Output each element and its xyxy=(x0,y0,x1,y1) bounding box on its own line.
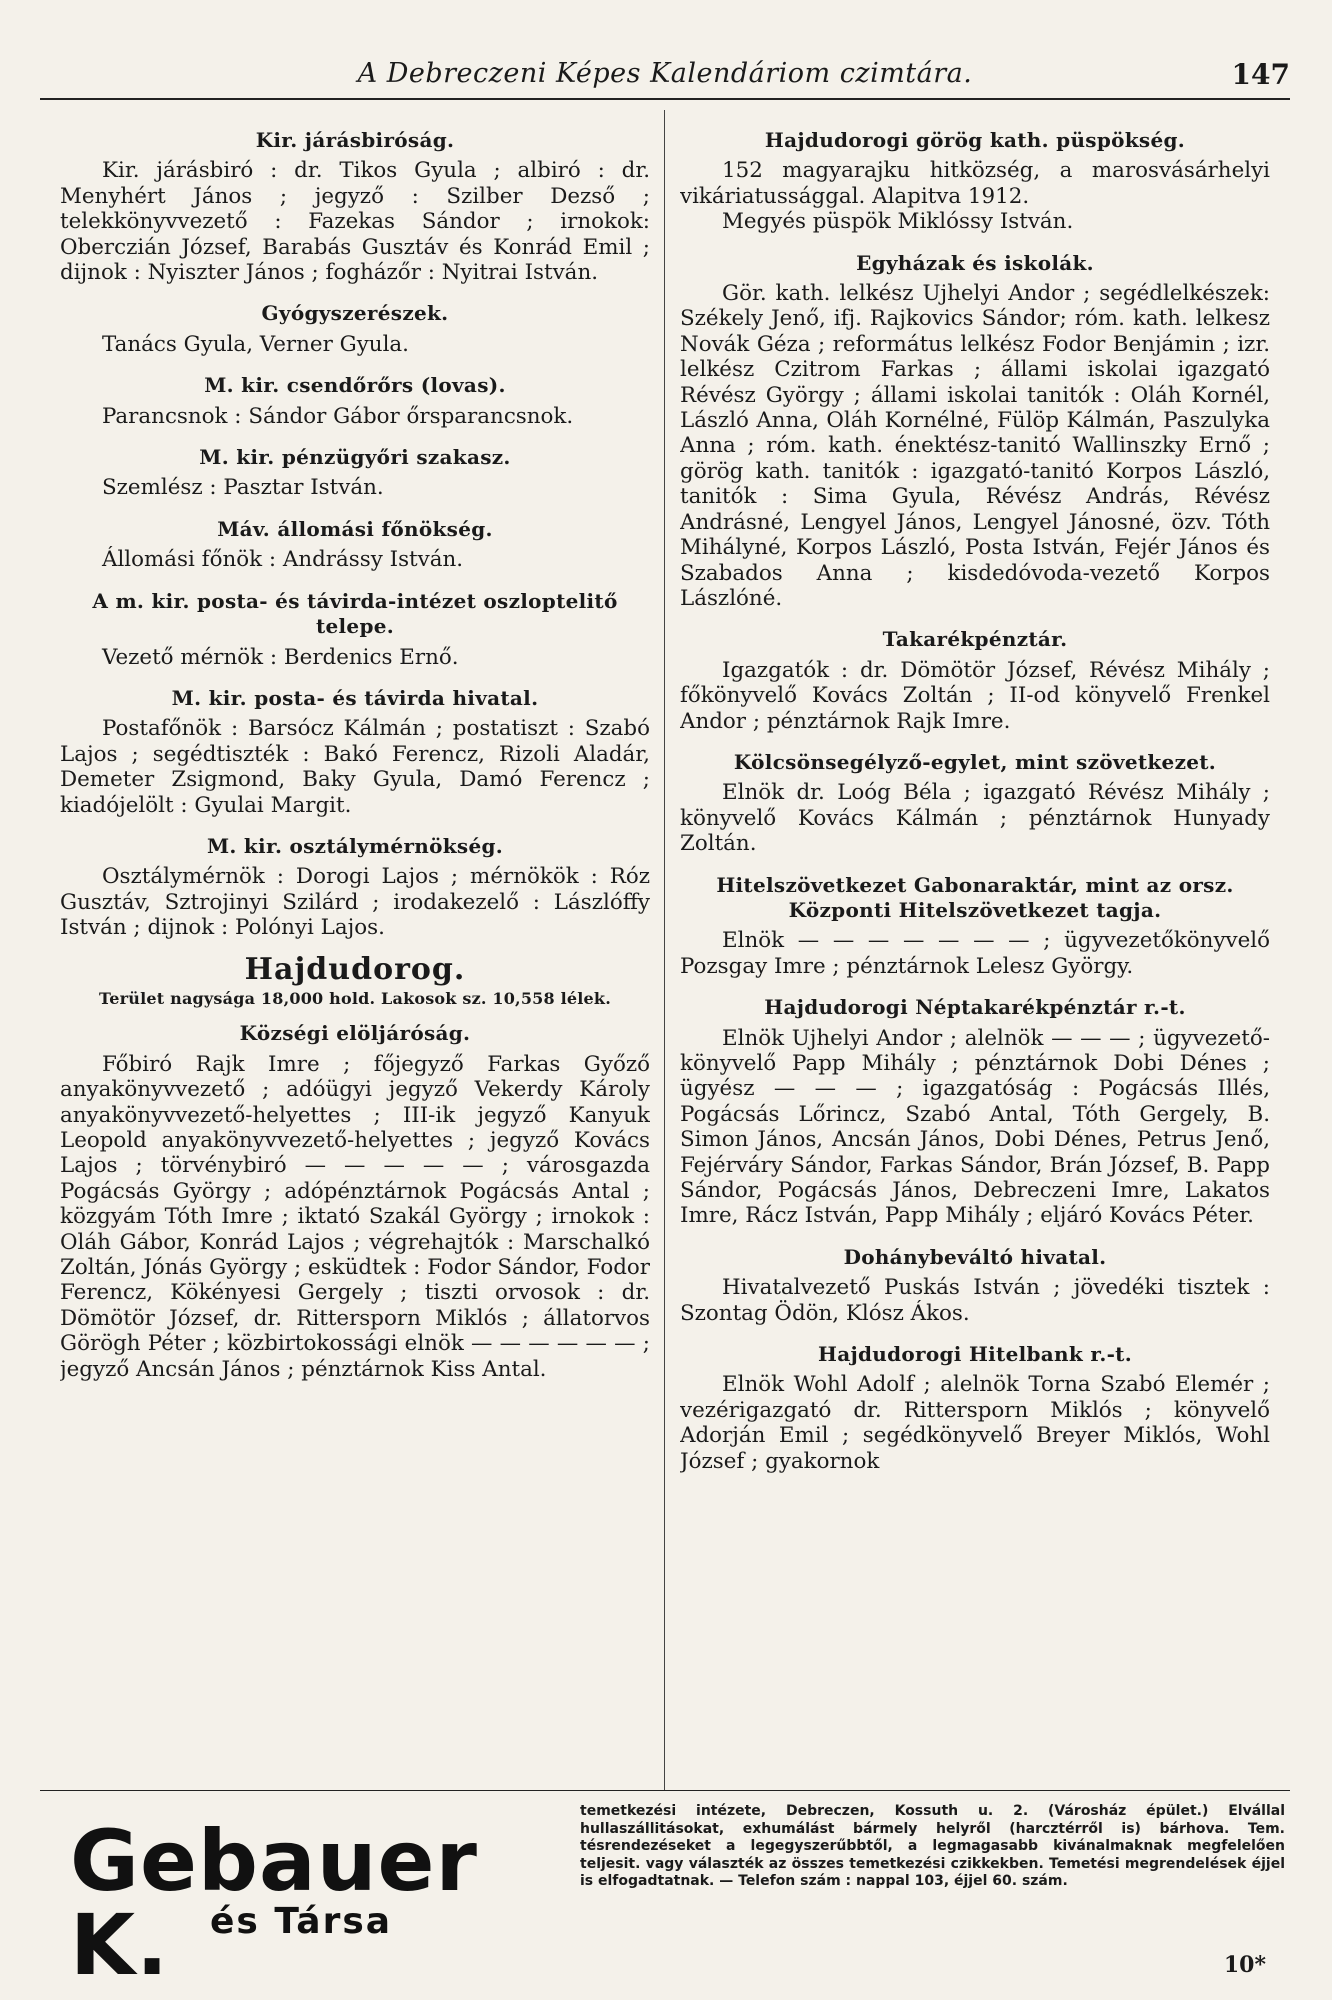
section-heading: Hajdudorogi Hitelbank r.-t. xyxy=(818,1342,1132,1367)
section-paragraph: Megyés püspök Miklóssy István. xyxy=(722,209,1074,235)
section-heading: Kir. járásbiróság. xyxy=(255,128,455,152)
section-paragraph: Állomási főnök : Andrássy István. xyxy=(102,547,464,573)
section xyxy=(60,373,650,429)
running-title: A Debreczeni Képes Kalendáriom czimtára. xyxy=(357,58,973,89)
ad-text: temetkezési intézete, Debreczen, Kossuth u. 2. (Városház épület.) Elvállal hullaszállitásokat, exhumálást bármely helyről (harcztérről is) bárhova. Tem. tésrendezéseket a legegyszerűbbtől, a legmagasabb kivánalmaknak megfelelően teljesit. vagy választék az összes temetkezési czikkekben. Temetési megrendelések éjjel is elfogadtatnak. — Telefon szám : nappal 103, éjjel 60. szám. xyxy=(580,1803,1285,1889)
section-heading: M. kir. pénzügyőri szakasz. xyxy=(199,445,511,470)
section xyxy=(680,251,1270,612)
section-heading: M. kir. csendőrőrs (lovas). xyxy=(204,373,506,398)
section-paragraph: Elnök dr. Loóg Béla ; igazgató Révész Mihály ; könyvelő Kovács Kálmán ; pénztárnok Hunyady Zoltán. xyxy=(680,780,1270,857)
section-heading: A m. kir. posta- és távirda-intézet oszloptelitő telepe. xyxy=(92,588,618,639)
section-heading: Takarékpénztár. xyxy=(882,627,1068,652)
section xyxy=(60,589,650,670)
section xyxy=(680,873,1270,980)
section xyxy=(680,1245,1270,1326)
section-paragraph: Elnök — — — — — — — ; ügyvezetőkönyvelő Pozsgay Imre ; pénztárnok Lelesz György. xyxy=(680,928,1270,979)
section xyxy=(60,834,650,941)
section-heading: Hajdudorogi Néptakarékpénztár r.-t. xyxy=(764,995,1186,1020)
section xyxy=(60,301,650,357)
section-heading: M. kir. osztálymérnökség. xyxy=(206,833,504,858)
section xyxy=(60,686,650,818)
column-divider xyxy=(664,110,665,1790)
section-heading: Máv. állomási főnökség. xyxy=(217,516,493,541)
section-paragraph: Vezető mérnök : Berdenics Ernő. xyxy=(102,644,459,670)
section-paragraph: Postafőnök : Barsócz Kálmán ; postatiszt : Szabó Lajos ; segédtiszték : Bakó Ferencz, Rizoli Aladár, Demeter Zsigmond, Baky Gyula, Damó Ferencz ; kiadójelölt : Gyulai Margit. xyxy=(60,716,650,818)
section-paragraph: Elnök Wohl Adolf ; alelnök Torna Szabó Elemér ; vezérigazgató dr. Rittersporn Miklós ; könyvelő Adorján Emil ; segédkönyvelő Breyer Miklós, Wohl József ; gyakornok xyxy=(680,1372,1270,1474)
section-heading: Kölcsönsegélyző-egylet, mint szövetkezet. xyxy=(733,749,1217,774)
section-heading: Gyógyszerészek. xyxy=(261,301,449,326)
section-paragraph: Parancsnok : Sándor Gábor őrsparancsnok. xyxy=(102,403,574,429)
section-paragraph: Szemlész : Pasztar István. xyxy=(102,475,384,501)
section xyxy=(680,1342,1270,1474)
right-column xyxy=(680,128,1270,1768)
section-paragraph: Hivatalvezető Puskás István ; jövedéki tisztek : Szontag Ödön, Klósz Ákos. xyxy=(680,1275,1270,1326)
section xyxy=(680,995,1270,1229)
advertisement xyxy=(40,1790,1290,1994)
section-heading: Egyházak és iskolák. xyxy=(856,250,1094,275)
section-paragraph: Tanács Gyula, Verner Gyula. xyxy=(102,331,409,357)
ad-brand: Gebauer K. xyxy=(70,1812,478,1994)
section xyxy=(60,517,650,573)
section-heading: Hitelszövetkezet Gabonaraktár, mint az orsz. Központi Hitelszövetkezet tagja. xyxy=(716,872,1234,922)
section-heading: M. kir. posta- és távirda hivatal. xyxy=(171,685,539,710)
section-paragraph: Elnök Ujhelyi Andor ; alelnök — — — ; ügyvezető-könyvelő Papp Mihály ; pénztárnok Dobi Dénes ; ügyész — — — ; igazgatóság : Pogácsás Illés, Pogácsás Lőrincz, Szabó Antal, Tóth Gergely, B. Simon János, Ancsán János, Dobi Dénes, Petrus Jenő, Fejérváry Sándor, Farkas Sándor, Brán József, B. Papp Sándor, Pogácsás János, Debreczeni Imre, Lakatos Imre, Rácz István, Papp Mihály ; eljáró Kovács Péter. xyxy=(680,1025,1270,1229)
signature-mark: 10* xyxy=(1223,1952,1266,1978)
ad-subtitle: és Társa xyxy=(210,1901,393,1942)
section-paragraph: Gör. kath. lelkész Ujhelyi Andor ; segédlelkészek: Székely Jenő, ifj. Rajkovics Sándor; róm. kath. lelkesz Novák Géza ; református lelkész Fodor Benjámin ; izr. lelkész Czitrom Farkas ; állami iskolai igazgató Révész György ; állami iskolai tanitók : Oláh Kornél, László Anna, Oláh Kornélné, Fülöp Kálmán, Paszulyka Anna ; róm. kath. énektész-tanitó Wallinszky Ernő ; görög kath. tanitók : igazgató-tanitó Korpos László, tanitók : Sima Gyula, Révész András, Révész Andrásné, Lengyel János, Lengyel Jánosné, özv. Tóth Mihályné, Korpos László, Posta István, Fejér János és Szabados Anna ; kisdedóvoda-vezető Korpos Lászlóné. xyxy=(680,281,1270,611)
town-title: Hajdudorog. xyxy=(244,951,466,987)
section-heading: Hajdudorogi görög kath. püspökség. xyxy=(764,128,1186,152)
town-stats: Terület nagysága 18,000 hold. Lakosok sz. 10,558 lélek. xyxy=(99,988,611,1008)
page-header xyxy=(40,58,1290,100)
section-paragraph: Osztálymérnök : Dorogi Lajos ; mérnökök : Róz Gusztáv, Sztrojinyi Szilárd ; irodakezelő : Lászlóffy István ; dijnok : Polónyi Lajos. xyxy=(60,864,650,941)
section xyxy=(60,128,650,285)
section-paragraph: 152 magyarajku hitközség, a marosvásárhelyi vikáriatussággal. Alapitva 1912. xyxy=(680,158,1270,209)
page-number: 147 xyxy=(1231,58,1290,91)
left-column xyxy=(60,128,650,1768)
section xyxy=(680,750,1270,857)
section-paragraph: Főbiró Rajk Imre ; főjegyző Farkas Győző anyakönyvvezető ; adóügyi jegyző Vekerdy Károly anyakönyvvezető-helyettes ; III-ik jegyző Kanyuk Leopold anyakönyvvezető-helyettes ; jegyző Kovács Lajos ; törvénybiró — — — — — ; városgazda Pogácsás György ; adópénztárnok Pogácsás Antal ; közgyám Tóth Imre ; iktató Szakál György ; irnokok : Oláh Gábor, Konrád Lajos ; végrehajtók : Marschalkó Zoltán, Jónás György ; esküdtek : Fodor Sándor, Fodor Ferencz, Kökényesi Gergely ; tiszti orvosok : dr. Dömötör József, dr. Rittersporn Miklós ; állatorvos Görögh Péter ; közbirtokossági elnök — — — — — — ; jegyző Ancsán János ; pénztárnok Kiss Antal. xyxy=(60,1051,650,1382)
section-heading: Dohánybeváltó hivatal. xyxy=(843,1244,1107,1269)
section xyxy=(60,445,650,501)
town-block xyxy=(60,951,650,1383)
section-paragraph: Kir. járásbiró : dr. Tikos Gyula ; albiró : dr. Menyhért János ; jegyző : Szilber Dezső ; telekkönyvvezető : Fazekas Sándor ; irnokok: Oberczián József, Barabás Gusztáv és Konrád Emil ; dijnok : Nyiszter János ; fogházőr : Nyitrai István. xyxy=(60,158,650,286)
section-heading: Községi elöljáróság. xyxy=(239,1021,471,1046)
section xyxy=(680,627,1270,734)
section-paragraph: Igazgatók : dr. Dömötör József, Révész Mihály ; főkönyvelő Kovács Zoltán ; II-od könyvelő Frenkel Andor ; pénztárnok Rajk Imre. xyxy=(680,657,1270,734)
section xyxy=(680,128,1270,235)
